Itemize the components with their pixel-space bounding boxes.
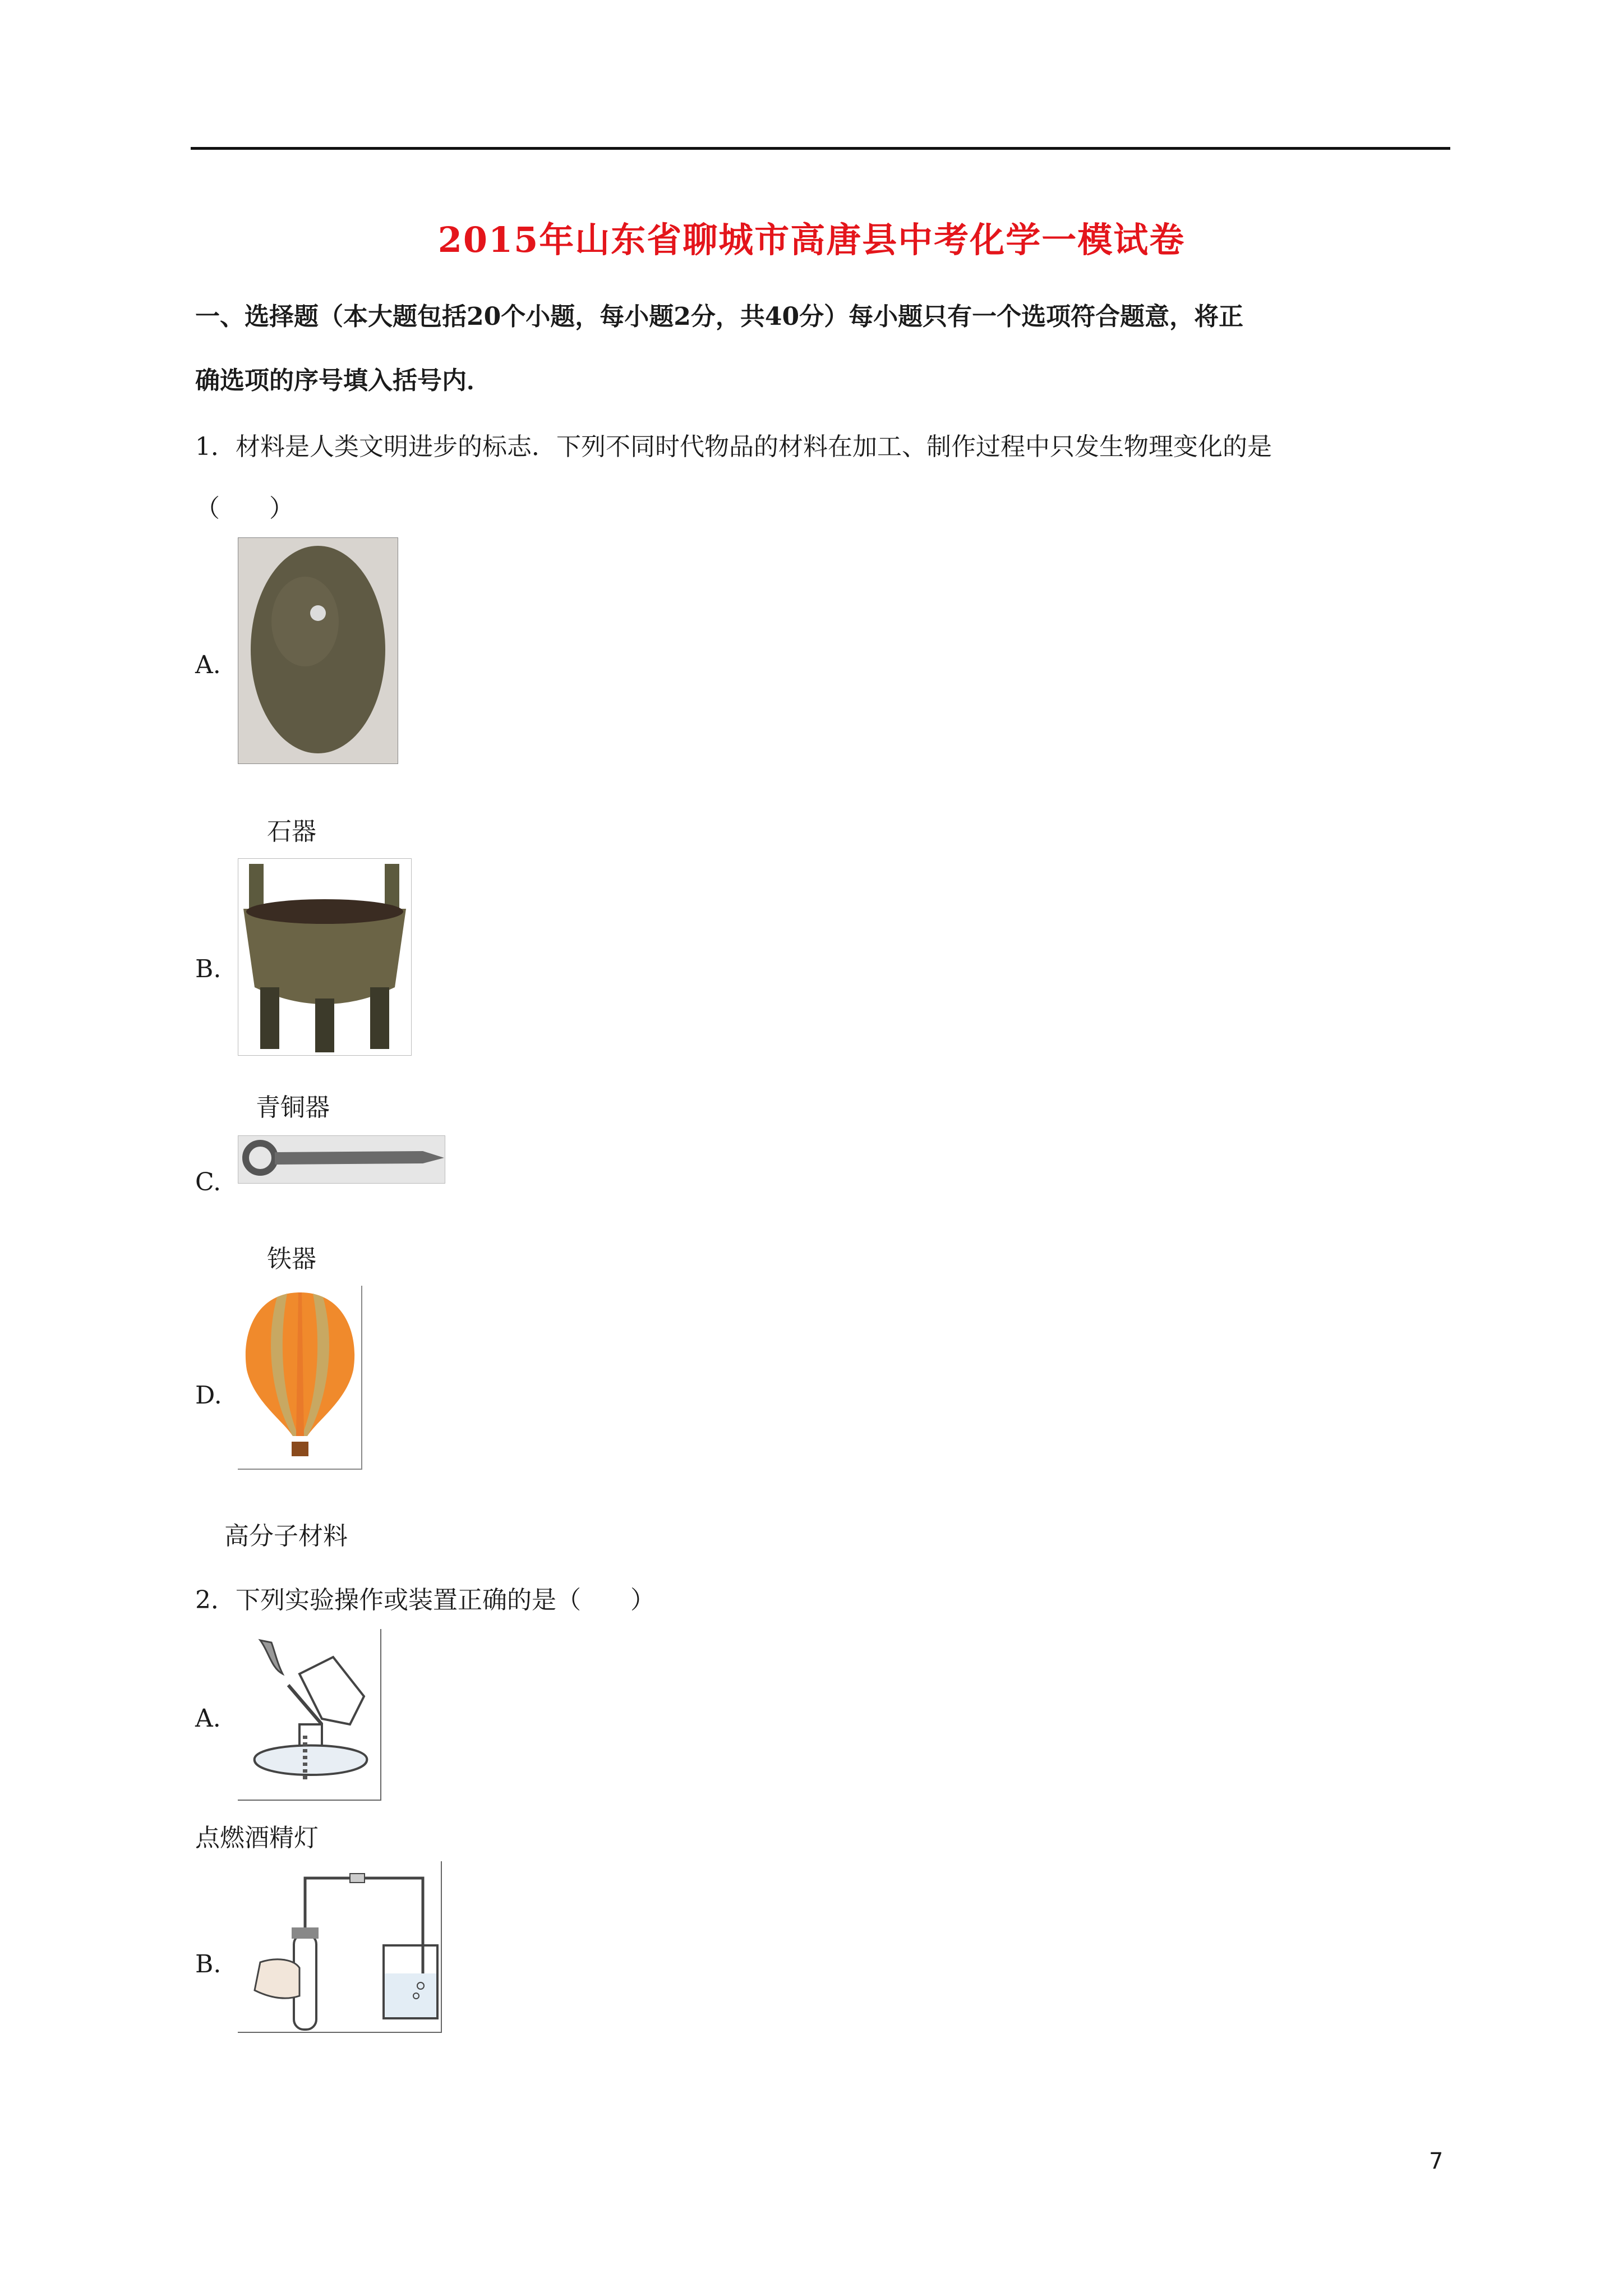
q1-option-c-caption: 铁器	[267, 1245, 316, 1273]
q2-option-a-caption: 点燃酒精灯	[195, 1824, 319, 1852]
alcohol-lamp-lighting-image	[238, 1629, 381, 1801]
question1-stem-line2: （ ）	[195, 494, 294, 523]
q1-option-c-letter: C.	[195, 1168, 222, 1197]
question1-stem-line1: 1．材料是人类文明进步的标志．下列不同时代物品的材料在加工、制作过程中只发生物理变化的是	[195, 432, 1272, 461]
q1-option-a-caption: 石器	[267, 817, 316, 846]
section-heading-line1: 一、选择题（本大题包括20个小题，每小题2分，共40分）每小题只有一个选项符合题意，将正	[195, 302, 1244, 331]
q1-option-d-letter: D.	[195, 1381, 222, 1410]
section-heading-line2: 确选项的序号填入括号内．	[195, 366, 491, 395]
bronze-cauldron-image	[238, 858, 412, 1056]
q1-option-d-caption: 高分子材料	[224, 1522, 348, 1550]
hot-air-balloon-image	[238, 1286, 362, 1470]
q1-option-a-letter: A.	[195, 651, 221, 679]
stone-tool-image	[238, 537, 398, 764]
q2-option-a-letter: A.	[195, 1704, 221, 1733]
q1-option-b-letter: B.	[195, 955, 222, 983]
iron-knife-image	[238, 1135, 445, 1184]
question2-stem: 2．下列实验操作或装置正确的是（ ）	[195, 1586, 655, 1614]
q2-option-b-letter: B.	[195, 1950, 222, 1978]
page-title: 2015年山东省聊城市高唐县中考化学一模试卷	[437, 219, 1186, 260]
q1-option-b-caption: 青铜器	[256, 1093, 330, 1122]
header-rule	[191, 147, 1450, 150]
page-number: 7	[1429, 2148, 1444, 2174]
airtightness-check-image	[238, 1861, 442, 2033]
